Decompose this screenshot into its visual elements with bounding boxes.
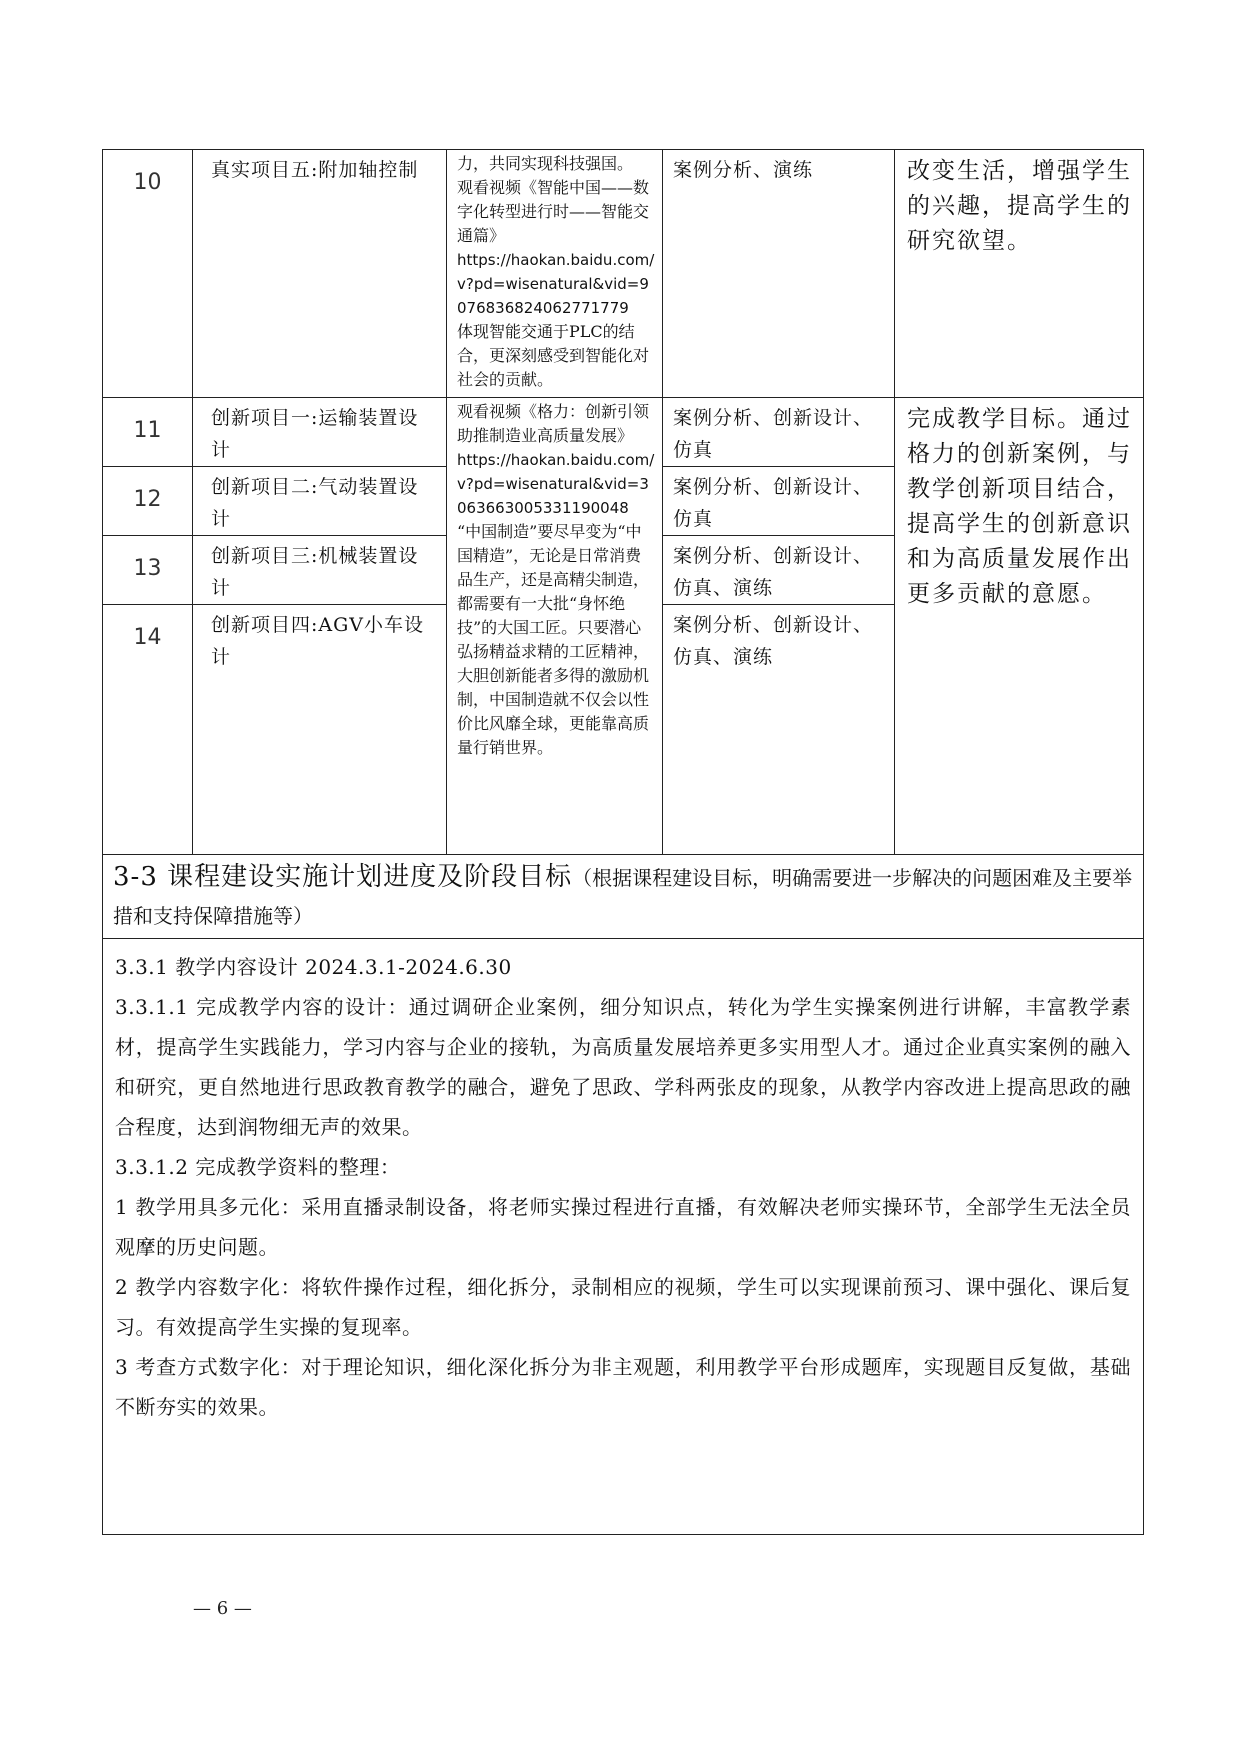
section-note: （根据课程建设目标，明确需要进一步解决的问题困难及主要举措和支持保障措施等） [113, 866, 1133, 928]
row-number: 14 [103, 605, 193, 855]
video-link[interactable]: https://haokan.baidu.com/v?pd=wisenatural&vid=9076836824062771779 [457, 251, 655, 317]
paragraph: 3 考查方式数字化：对于理论知识，细化深化拆分为非主观题，利用教学平台形成题库，实现题目反复做，基础不断夯实的效果。 [115, 1355, 1131, 1419]
ideology-text: 观看视频《智能中国——数字化转型进行时——智能交通篇》 [457, 178, 650, 245]
teaching-method: 案例分析、创新设计、仿真、演练 [663, 536, 895, 605]
goal-text: 改变生活，增强学生的兴趣，提高学生的研究欲望。 [895, 150, 1144, 398]
section-heading [103, 855, 1144, 939]
table-row [103, 150, 1144, 398]
teaching-method: 案例分析、创新设计、仿真 [663, 467, 895, 536]
row-number: 11 [103, 398, 193, 467]
paragraph: 3.3.1 教学内容设计 2024.3.1-2024.6.30 [115, 955, 512, 979]
page-number: — 6 — [193, 1598, 252, 1619]
section-heading-row [103, 855, 1144, 939]
teaching-method: 案例分析、演练 [663, 150, 895, 398]
table-row [103, 398, 1144, 467]
section-content-row [103, 939, 1144, 1535]
paragraph: 2 教学内容数字化：将软件操作过程，细化拆分，录制相应的视频，学生可以实现课前预习、课中强化、课后复习。有效提高学生实操的复现率。 [115, 1275, 1131, 1339]
ideology-text: 体现智能交通于PLC的结合，更深刻感受到智能化对社会的贡献。 [457, 322, 650, 389]
goal-text: 完成教学目标。通过格力的创新案例，与教学创新项目结合，提高学生的创新意识和为高质量发展作出更多贡献的意愿。 [895, 398, 1144, 855]
ideology-text: 力，共同实现科技强国。 [457, 154, 634, 173]
project-name: 创新项目三:机械装置设计 [193, 536, 447, 605]
row-number: 10 [103, 150, 193, 398]
video-link[interactable]: https://haokan.baidu.com/v?pd=wisenatural&vid=3063663005331190048 [457, 451, 655, 517]
teaching-method: 案例分析、创新设计、仿真、演练 [663, 605, 895, 855]
paragraph: 3.3.1.2 完成教学资料的整理： [115, 1155, 401, 1179]
course-table [102, 149, 1144, 1535]
ideology-text: “中国制造”要尽早变为“中国精造”，无论是日常消费品生产，还是高精尖制造，都需要有一大批“身怀绝技”的大国工匠。只要潜心弘扬精益求精的工匠精神，大胆创新能者多得的激励机制，中国制造就不仅会以性价比风靡全球，更能靠高质量行销世界。 [457, 522, 650, 757]
project-name: 创新项目一:运输装置设计 [193, 398, 447, 467]
paragraph: 3.3.1.1 完成教学内容的设计：通过调研企业案例，细分知识点，转化为学生实操案例进行讲解，丰富教学素材，提高学生实践能力，学习内容与企业的接轨，为高质量发展培养更多实用型人才。通过企业真实案例的融入和研究，更自然地进行思政教育教学的融合，避免了思政、学科两张皮的现象，从教学内容改进上提高思政的融合程度，达到润物细无声的效果。 [115, 995, 1131, 1139]
row-number: 13 [103, 536, 193, 605]
project-name: 真实项目五:附加轴控制 [193, 150, 447, 398]
teaching-method: 案例分析、创新设计、仿真 [663, 398, 895, 467]
paragraph: 1 教学用具多元化：采用直播录制设备，将老师实操过程进行直播，有效解决老师实操环节，全部学生无法全员观摩的历史问题。 [115, 1195, 1131, 1259]
row-number: 12 [103, 467, 193, 536]
project-name: 创新项目四:AGV小车设计 [193, 605, 447, 855]
project-name: 创新项目二:气动装置设计 [193, 467, 447, 536]
ideology-cell [447, 398, 663, 855]
ideology-cell [447, 150, 663, 398]
section-title: 3-3 课程建设实施计划进度及阶段目标 [113, 862, 573, 892]
ideology-text: 观看视频《格力：创新引领 助推制造业高质量发展》 [457, 402, 650, 445]
section-content [103, 939, 1144, 1535]
